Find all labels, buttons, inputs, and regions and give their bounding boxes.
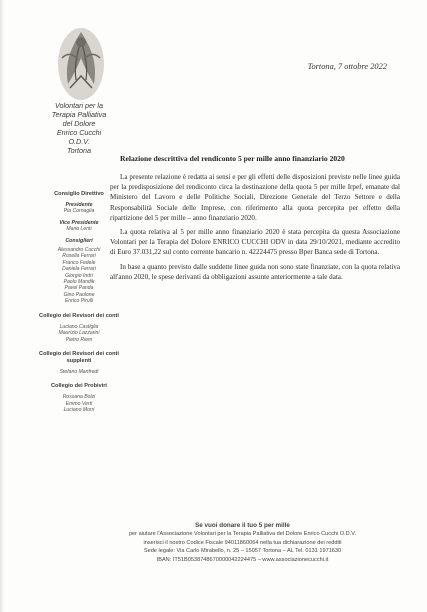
section-probiviri — [28, 383, 130, 413]
section-title: Collegio dei Probiviri — [51, 383, 107, 390]
scan-edge-shadow — [0, 0, 4, 612]
footer-line: per aiutare l'Associazione Volontari per la Terapia Palliativa del Dolore Enrico Cucchi O.D.V. — [128, 531, 357, 538]
org-line: del Dolore — [62, 119, 96, 128]
section-revisori-supplenti — [28, 351, 130, 375]
footer-line: Sede legale: Via Carlo Mirabello, n. 25 – 15057 Tortona – AL Tel. 0131 1971630 — [143, 548, 342, 555]
section-revisori — [28, 313, 130, 343]
person-name: Gino Paolone — [63, 291, 95, 298]
person-name: Rossana Bolzi — [62, 394, 96, 401]
document-body — [110, 172, 400, 286]
section-title: Consiglio Direttivo — [54, 191, 104, 197]
body-paragraph: In base a quanto previsto dalle suddette linee guida non sono state finanziate, con la quota relativa all'anno 2020, le spese derivanti da obbligazioni assunte anteriormente a tale data. — [110, 262, 400, 281]
association-logo — [52, 18, 110, 104]
body-paragraph: La presente relazione è redatta ai sensi e per gli effetti delle disposizioni previste nelle linee guida per la predisposizione del rendiconto circa la destinazione della quota 5 per mille Irpef, emanate dal Ministero del Lavoro e delle Politiche Sociali, Direzione Generale del Terzo Settore e della Responsabilità Sociale delle Imprese, con riferimento alla quota percepita per effetto della ripartizione del 5 per mille – anno finanziario 2020. — [110, 173, 400, 222]
person-name: Daniela Ferrari — [62, 266, 96, 273]
person-name: Franco Fedele — [62, 259, 96, 266]
person-name: Enrico Pirulli — [64, 298, 94, 305]
section-title: Collegio dei Revisori dei conti supplenti — [39, 350, 119, 364]
footer-line: IBAN: IT51B0538748670000042224475 – www.associazionecucchi.it — [156, 556, 329, 563]
org-line: O.D.V. — [68, 137, 90, 146]
section-title: Collegio dei Revisori dei conti — [39, 312, 119, 319]
person-name: Maurizio Lazzarini — [58, 330, 100, 337]
person-name: Giorgio Indri — [65, 272, 93, 279]
role-label: Consiglieri — [65, 237, 93, 244]
person-name: Paolo Mandik — [63, 279, 95, 286]
org-line: Terapia Palliativa — [51, 110, 107, 119]
footer-line: inserisci il nostro Codice Fiscale 94011860064 nella tua dichiarazione dei redditi — [143, 539, 342, 546]
org-line: Tortona — [66, 146, 92, 155]
person-name: Pietro Riem — [65, 336, 93, 343]
person-name: Luciano Castiglia — [59, 323, 99, 330]
person-name: Stefano Manfredi — [59, 368, 99, 375]
footer-heading: Se vuoi donare il tuo 5 per mille — [195, 522, 290, 529]
role-label: Vice Presidente — [59, 219, 99, 226]
body-paragraph: La quota relativa al 5 per mille anno finanziario 2020 è stata percepita da questa Associazione Volontari per la Terapia del Dolore ENRICO CUCCHI ODV in data 29/10/2021, mediante accredito di Euro 37.031,22 sul conto corrente bancario n. 42224475 presso Bper Banca sede di Tortona. — [110, 228, 400, 257]
letter-footer — [90, 522, 395, 564]
person-name: Alessandro Cucchi — [57, 247, 101, 254]
organization-name — [28, 101, 130, 155]
org-line: Volontari per la — [54, 101, 104, 110]
person-name: Pavel Panda — [64, 285, 94, 292]
document-title: Relazione descrittiva del rendiconto 5 per mille anno finanziario 2020 — [120, 154, 345, 163]
person-name: Rosella Ferrari — [62, 253, 96, 260]
person-name: Mario Lenti — [66, 226, 92, 233]
role-label: Presidente — [65, 202, 93, 208]
org-line: Enrico Cucchi — [56, 128, 102, 137]
person-name: Pia Cornaglia — [63, 208, 95, 215]
person-name: Luciano Morri — [63, 407, 95, 414]
letter-date: Tortona, 7 ottobre 2022 — [307, 62, 387, 71]
person-name: Emmo Verti — [65, 400, 93, 407]
